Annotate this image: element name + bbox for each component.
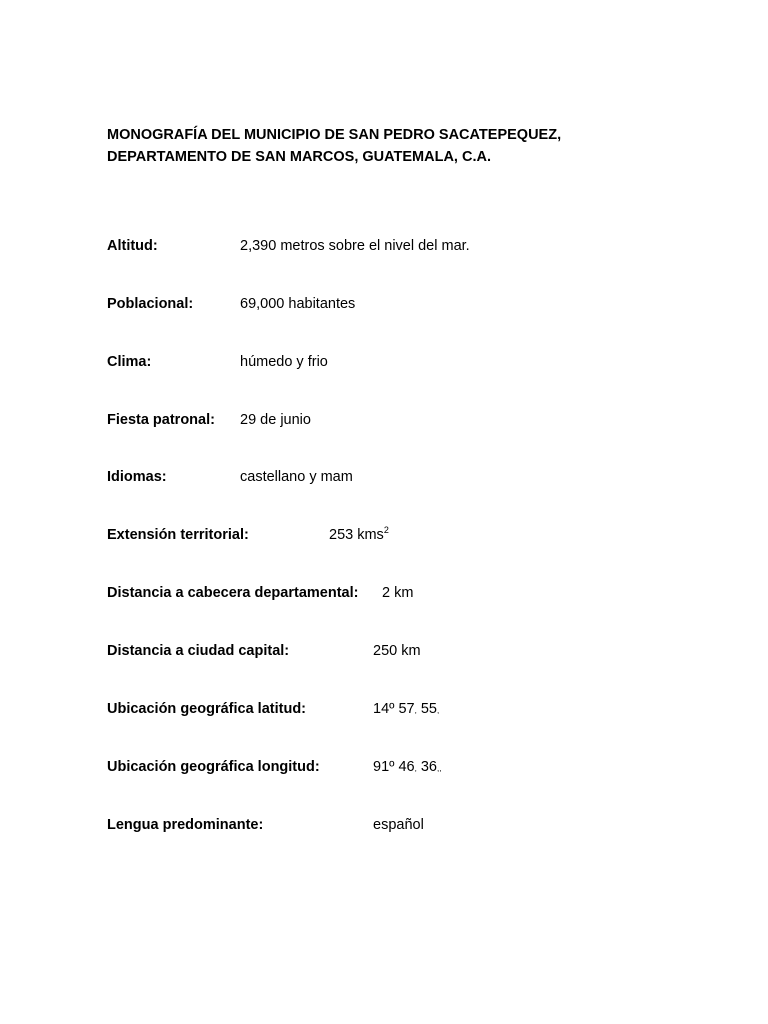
longitud-seconds: 36 (416, 759, 437, 775)
field-label-altitud: Altitud: (107, 238, 158, 254)
field-latitud (107, 699, 727, 719)
field-label-distancia-cabecera: Distancia a cabecera departamental: (107, 585, 359, 601)
field-poblacional (107, 294, 727, 314)
field-value-distancia-capital: 250 km (373, 643, 421, 659)
field-altitud (107, 236, 727, 256)
field-label-fiesta-patronal: Fiesta patronal: (107, 412, 215, 428)
field-value-extension-superscript: 2 (383, 525, 389, 535)
field-value-distancia-cabecera: 2 km (382, 585, 414, 601)
page-title-line-2: DEPARTAMENTO DE SAN MARCOS, GUATEMALA, C.A. (107, 149, 491, 165)
field-label-distancia-capital: Distancia a ciudad capital: (107, 643, 290, 659)
field-fiesta-patronal (107, 410, 727, 430)
field-value-clima: húmedo y frio (240, 354, 328, 370)
longitud-second-mark: ,, (437, 764, 442, 773)
page-title (107, 124, 727, 168)
field-value-idiomas: castellano y mam (240, 469, 353, 485)
field-longitud (107, 757, 727, 777)
field-label-longitud: Ubicación geográfica longitud: (107, 759, 320, 775)
field-distancia-cabecera (107, 583, 727, 603)
field-value-altitud: 2,390 metros sobre el nivel del mar. (240, 238, 470, 254)
field-lengua-predominante (107, 815, 727, 835)
field-label-idiomas: Idiomas: (107, 469, 167, 485)
field-value-longitud (373, 757, 441, 777)
field-label-extension-territorial: Extensión territorial: (107, 527, 249, 543)
field-distancia-capital (107, 641, 727, 661)
field-label-lengua-predominante: Lengua predominante: (107, 817, 264, 833)
latitud-degrees: 14º 57 (373, 701, 415, 717)
field-value-latitud (373, 699, 439, 719)
latitud-minute-mark: , (414, 706, 417, 715)
page-title-line-1: MONOGRAFÍA DEL MUNICIPIO DE SAN PEDRO SACATEPEQUEZ, (107, 127, 562, 143)
field-value-lengua-predominante: español (373, 817, 424, 833)
field-value-extension-number: 253 kms (329, 527, 384, 543)
field-value-poblacional: 69,000 habitantes (240, 296, 356, 312)
field-extension-territorial (107, 525, 727, 545)
longitud-degrees: 91º 46 (373, 759, 415, 775)
latitud-second-mark: , (437, 706, 440, 715)
field-label-poblacional: Poblacional: (107, 296, 194, 312)
field-label-latitud: Ubicación geográfica latitud: (107, 701, 306, 717)
field-idiomas (107, 467, 727, 487)
field-label-clima: Clima: (107, 354, 152, 370)
field-value-fiesta-patronal: 29 de junio (240, 412, 311, 428)
field-value-extension-territorial (329, 525, 389, 545)
longitud-minute-mark: , (414, 764, 417, 773)
latitud-seconds: 55 (416, 701, 437, 717)
field-clima (107, 352, 727, 372)
